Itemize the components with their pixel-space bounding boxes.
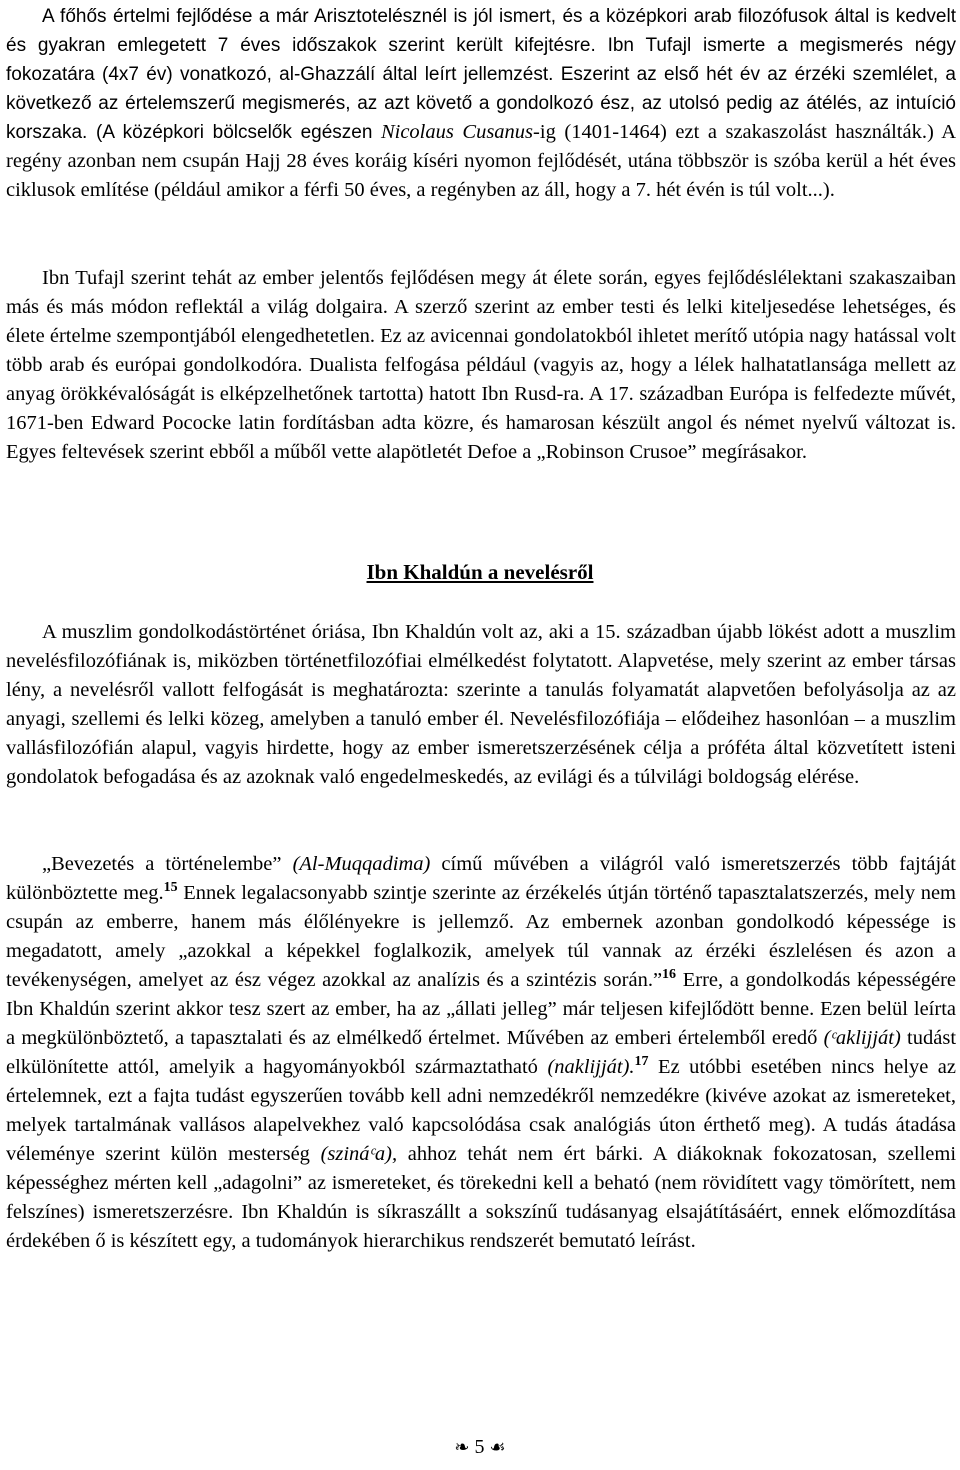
- paragraph-tufajl-stages: A főhős értelmi fejlődése a már Arisztotelésznél is jól ismert, és a középkori arab filozófusok által is kedvelt és gyakran emlegetett 7 éves időszakok szerint került kifejtésre. Ibn Tufajl ismerte a megismerés négy fokozatára (4x7 év) vonatkozó, al-Ghazzálí által leírt jellemzést. Eszerint az első hét év az érzéki szemlélet, a következő az értelemszerű megismerés, az azt követő a gondolkozó ész, az utolsó pedig az átélés, az intuíció korszaka. (A középkori bölcselők egészen Nicolaus Cusanus-ig (1401-1464) ezt a szakaszolást használták.) A regény azonban nem csupán Hajj 28 éves koráig kíséri nyomon fejlődését, utána többször is szóba kerül a hét éves ciklusok említése (például amikor a férfi 50 éves, a regényben az áll, hogy a 7. hét évén is túl volt...).: [6, 6, 957, 201]
- paragraph-khaldun-knowledge: „Bevezetés a történelembe” (Al-Muqqadima) című művében a világról való ismeretszerzés több fajtáját különböztette meg.$^{15}$ Ennek legalacsonyabb szintje szerinte az érzékelés útján történő tapasztalatszerzés, mely nem csupán az emberre, hanem más élőlényekre is jellemző. Az embernek azonban gondolkodó képessége is megadatott, amely „azokkal a képekkel foglalkozik, amelyek túl vannak az érzéki észlelésen és azon a tevékenységen, amelyet az ész végez azokkal az analízis és a szintézis során.”$^{16}$ Erre, a gondolkodás képességére Ibn Khaldún szerint akkor tesz szert az ember, ha az „állati jelleg” már teljesen kifejlődött benne. Ezen belül leírta a megkülönböztető, a tapasztalati és az elmélkedő értelmet. Művében az emberi értelemből eredő (ᶜaklijját) tudást elkülönítette attól, amelyik a hagyományokból származtatható (naklijját).$^{17}$ Ez utóbbi esetében nincs helye az értelemnek, ezt a fajta tudást egyszerűen tovább kell adni nemzedékről nemzedékre (kivéve azokat az ismereteket, melyek tartalmának vallásos alapelvekhez való kapcsolódása csak analógiás úton érthető meg). A tudás átadása véleménye szerint külön mesterség (szináᶜa), ahhoz tehát nem ért bárki. A diákoknak fokozatosan, szellemi képességhez mérten kell „adagolni” az ismereteket, és törekedni kell a beható (nem rövidített vagy tömörített, nem felszínes) ismeretszerzésre. Ibn Khaldún is síkraszállt a sokszínű tudásanyag elsajátításáért, ennek előmozdítása érdekében ő is készített egy, a tudományok hierarchikus rendszerét bemutató leírást.: [6, 853, 957, 1252]
- paragraph-khaldun-intro: A muszlim gondolkodástörténet óriása, Ibn Khaldún volt az, aki a 15. században újabb lökést adott a muszlim nevelésfilozófiának is, miközben történetfilozófiai elmélkedést folytatott. Alapvetése, mely szerint az ember társas lény, a nevelésről vallott felfogását is meghatározta: szerinte a tanulás folyamatát alapvetően befolyásolja az az anyagi, szellemi és lelki közeg, amelyben a tanuló ember él. Nevelésfilozófiája – elődeihez hasonlóan – a muszlim vallásfilozófián alapul, vagyis hirdette, hogy az ember ismeretszerzésének célja a próféta által közvetített isteni gondolatok befogadása és az azoknak való engedelmeskedés, az evilági és a túlvilági boldogság elérése.: [6, 621, 956, 788]
- ornament-right-icon: ☙: [489, 1437, 506, 1457]
- page-footer: [0, 1436, 960, 1459]
- footnote-ref-17[interactable]: 17: [634, 1054, 649, 1070]
- footnote-ref-15[interactable]: 15: [163, 880, 178, 896]
- footnote-ref-16[interactable]: 16: [662, 967, 677, 983]
- ornament-left-icon: ❧: [454, 1437, 470, 1457]
- italic-name: Nicolaus Cusanus: [380, 121, 534, 143]
- page-number: 5: [474, 1436, 485, 1458]
- paragraph-tufajl-influence: Ibn Tufajl szerint tehát az ember jelentős fejlődésen megy át élete során, egyes fejlődéslélektani szakaszaiban más és más módon reflektál a világ dolgaira. A szerző szerint az ember testi és lelki kiteljesedése lehetséges, és élete értelme szempontjából elengedhetetlen. Ez az avicennai gondolatokból ihletet merítő utópia nagy hatással volt több arab és európai gondolkodóra. Dualista felfogása például (vagyis az, hogy a lélek halhatatlansága mellett az anyag örökkévalóságát is elképzelhetőnek tartotta) hatott Ibn Rusd-ra. A 17. században Európa is felfedezte művét, 1671-ben Edward Pococke latin fordításban adta közre, és hamarosan készült angol és német nyelvű változat is. Egyes feltevések szerint ebből a műből vette alapötletét Defoe a „Robinson Crusoe” megírásakor.: [6, 267, 956, 463]
- section-heading: Ibn Khaldún a nevelésről: [366, 560, 594, 584]
